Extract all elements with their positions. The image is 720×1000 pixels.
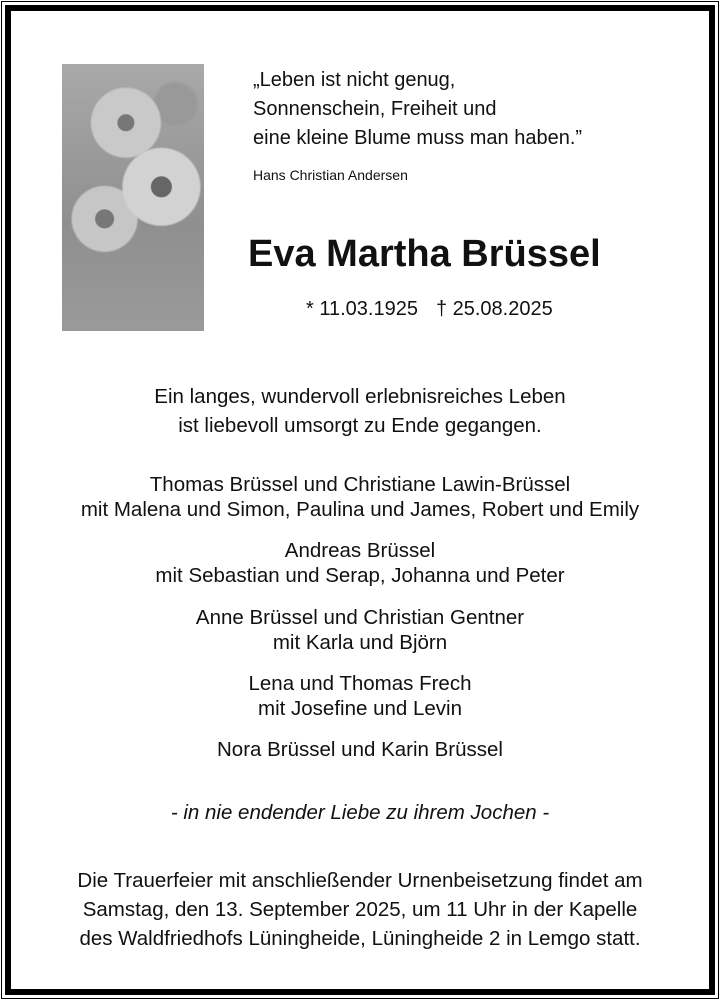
ceremony-line: Samstag, den 13. September 2025, um 11 Uhr in der Kapelle — [82, 898, 638, 921]
ceremony-line: Die Trauerfeier mit anschließender Urnenbeisetzung findet am — [77, 869, 643, 892]
ceremony-info — [0, 866, 720, 953]
mourner-line: Andreas Brüssel — [284, 539, 436, 562]
mourner-group — [0, 605, 720, 655]
mourner-line: Lena und Thomas Frech — [248, 672, 472, 695]
mourner-line: Anne Brüssel und Christian Gentner — [195, 606, 525, 629]
quote — [253, 66, 582, 153]
mourner-group — [0, 538, 720, 588]
intro-line: Ein langes, wundervoll erlebnisreiches Leben — [154, 385, 566, 408]
birth-date: * 11.03.1925 — [306, 298, 418, 320]
quote-line: eine kleine Blume muss man haben.” — [253, 127, 583, 149]
mourner-line: mit Karla und Björn — [272, 631, 448, 654]
ceremony-line: des Waldfriedhofs Lüningheide, Lüningheide 2 in Lemgo statt. — [79, 927, 641, 950]
deceased-name: Eva Martha Brüssel — [248, 233, 601, 275]
mourner-group — [0, 671, 720, 721]
mourner-group — [0, 472, 720, 522]
intro-text — [0, 382, 720, 440]
quote-author: Hans Christian Andersen — [253, 167, 408, 183]
mourner-line: mit Malena und Simon, Paulina und James, Robert und Emily — [80, 498, 640, 521]
sunflower-image — [62, 64, 204, 331]
quote-line: Sonnenschein, Freiheit und — [253, 98, 497, 120]
intro-line: ist liebevoll umsorgt zu Ende gegangen. — [178, 414, 542, 437]
mourner-group — [0, 737, 720, 762]
mourner-line: mit Josefine und Levin — [258, 697, 462, 720]
quote-line: „Leben ist nicht genug, — [253, 69, 456, 91]
death-date: † 25.08.2025 — [435, 298, 553, 320]
mourner-line: Nora Brüssel und Karin Brüssel — [217, 738, 503, 761]
life-dates — [306, 298, 553, 321]
mourner-line: Thomas Brüssel und Christiane Lawin-Brüssel — [149, 473, 571, 496]
dedication: - in nie endender Liebe zu ihrem Jochen - — [170, 801, 550, 824]
mourner-line: mit Sebastian und Serap, Johanna und Peter — [155, 564, 565, 587]
